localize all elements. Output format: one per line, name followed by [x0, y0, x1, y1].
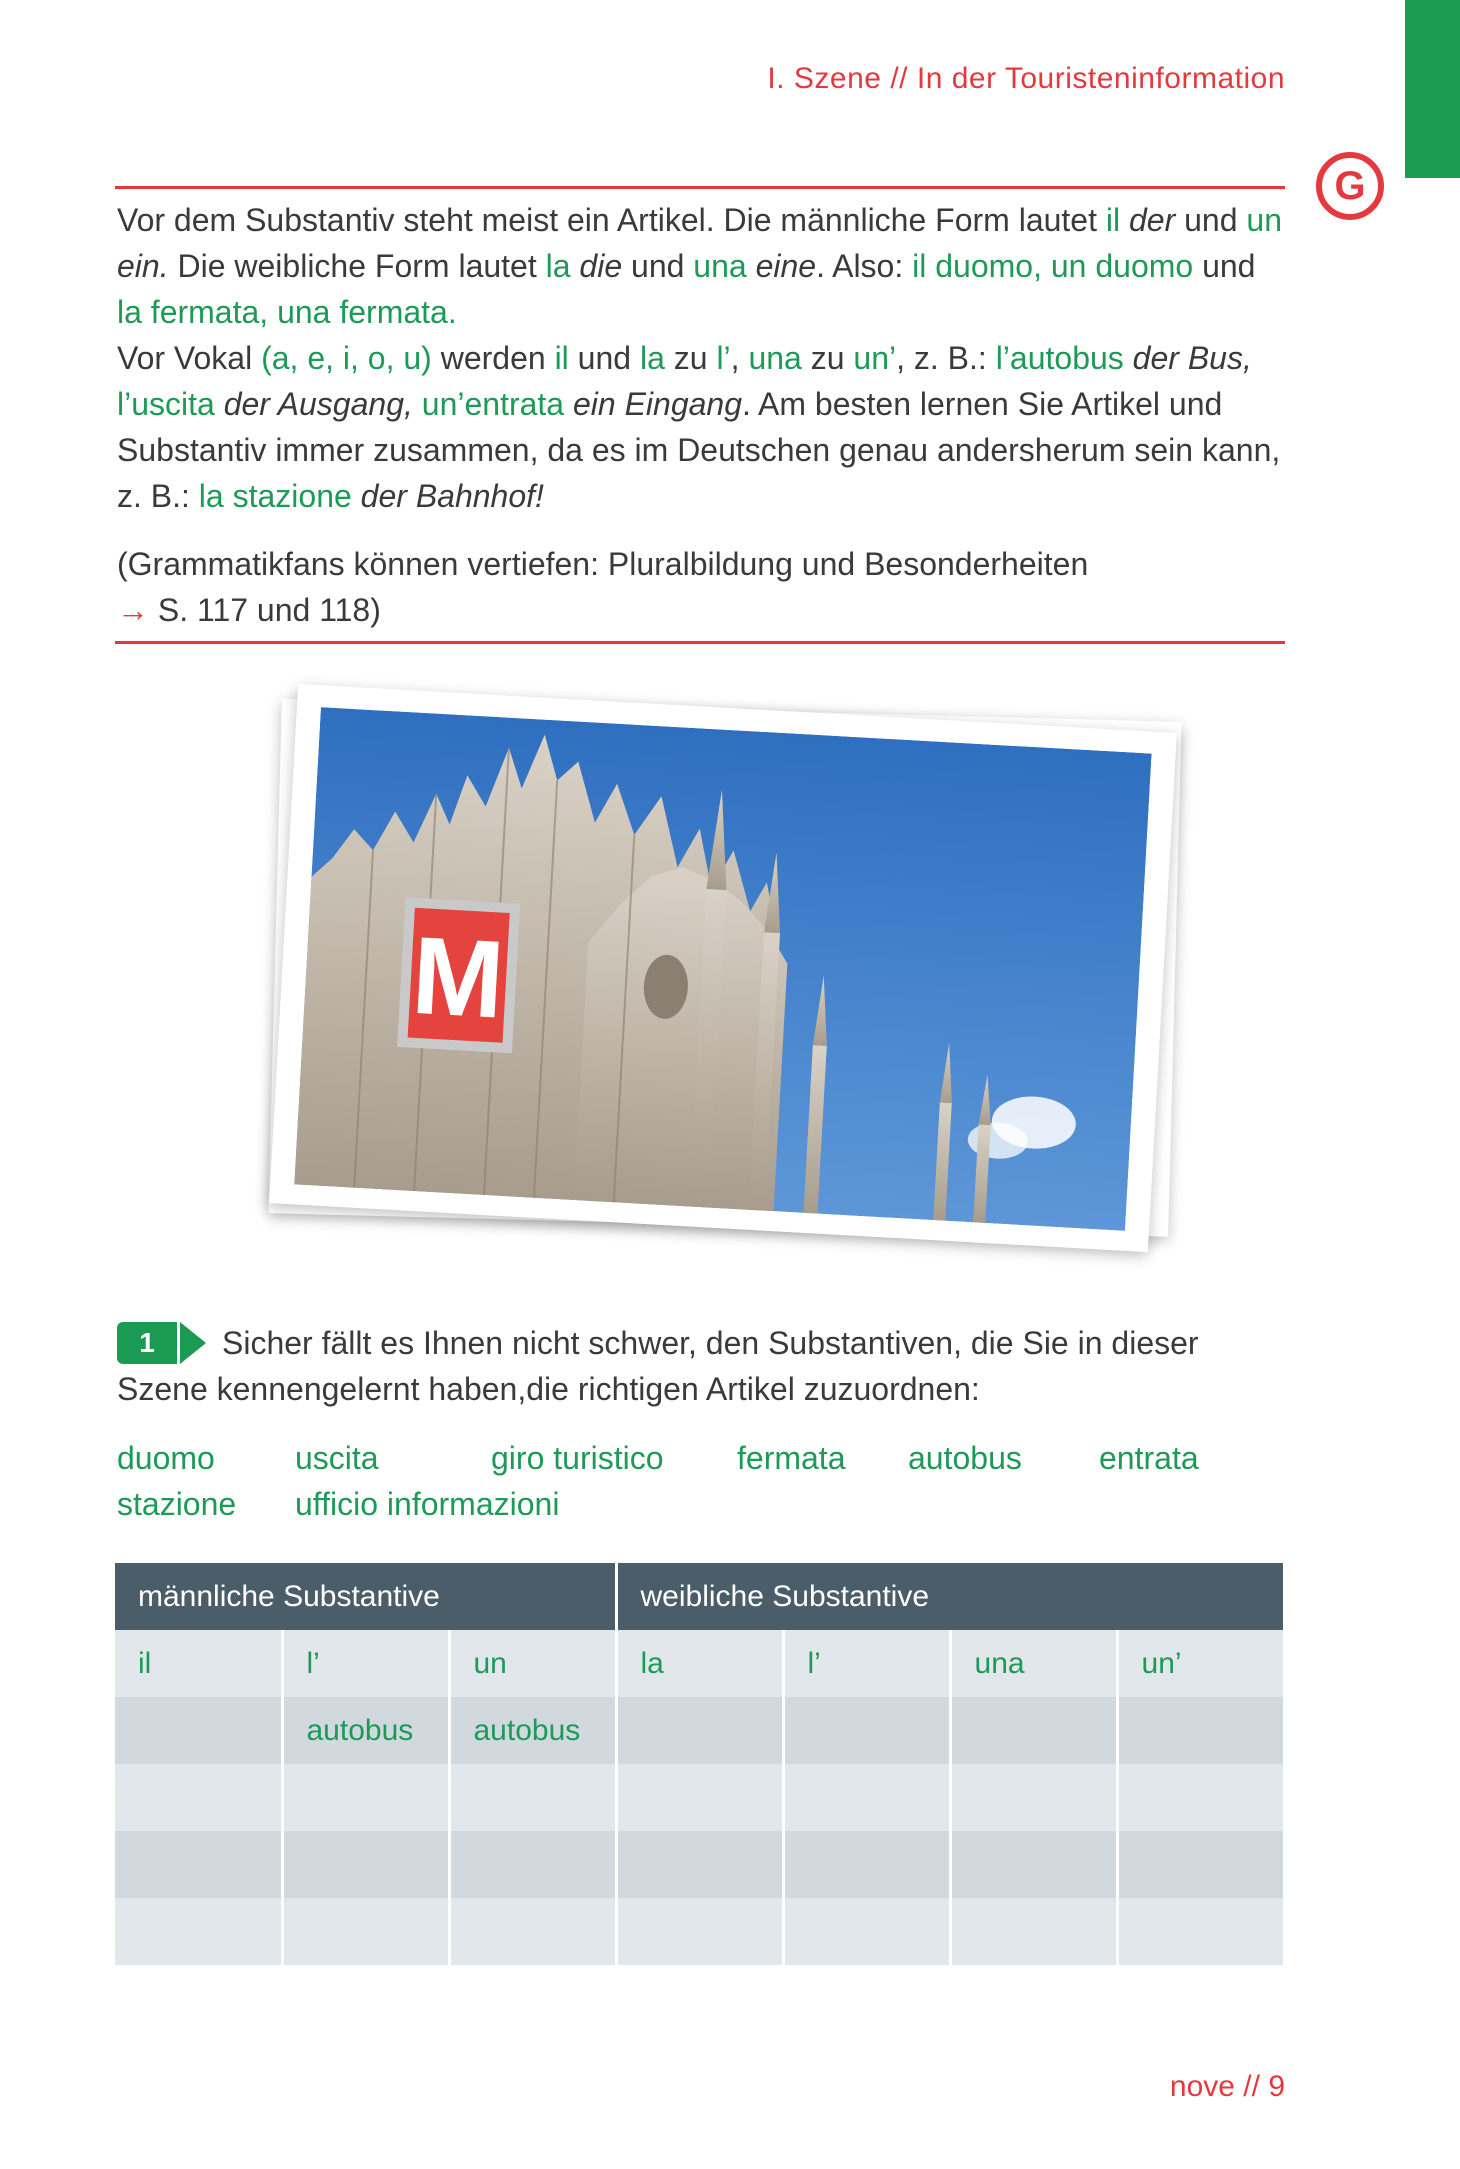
word-fermata: fermata: [737, 1440, 846, 1476]
table-cell[interactable]: [950, 1697, 1117, 1764]
grammar-text-segment: der Bus,: [1132, 340, 1252, 376]
grammar-text-segment: ,: [730, 340, 749, 376]
grammar-text-segment: un’: [853, 340, 897, 376]
grammar-text-segment: [1124, 340, 1133, 376]
exercise-number-badge: 1: [117, 1322, 177, 1364]
table-cell[interactable]: [449, 1898, 616, 1965]
table-cell[interactable]: [783, 1764, 950, 1831]
grammar-text-segment: zu: [664, 340, 717, 376]
article-cell: un’: [1117, 1630, 1283, 1697]
grammar-text-segment: und: [622, 248, 694, 284]
grammar-text-segment: la fermata, una fermata.: [117, 294, 457, 330]
table-cell[interactable]: [783, 1898, 950, 1965]
table-cell[interactable]: [1117, 1764, 1283, 1831]
grammar-text-segment: l’uscita: [117, 386, 215, 422]
page-number-digit: 9: [1268, 2070, 1285, 2103]
article-cell: l’: [282, 1630, 449, 1697]
grammar-text-segment: la: [545, 248, 571, 284]
grammar-paragraph-2: [117, 335, 1287, 519]
grammar-text-segment: eine: [755, 248, 817, 284]
table-cell[interactable]: [616, 1764, 783, 1831]
grammar-text-segment: [352, 478, 361, 514]
grammar-text-segment: der: [1128, 202, 1176, 238]
grammar-text-segment: der Ausgang,: [223, 386, 413, 422]
table-cell[interactable]: [950, 1831, 1117, 1898]
word-ufficio-informazioni: ufficio informazioni: [295, 1486, 560, 1522]
grammar-text-segment: die: [579, 248, 623, 284]
table-cell[interactable]: [115, 1831, 282, 1898]
table-cell[interactable]: autobus: [449, 1697, 616, 1764]
grammar-text-segment: l’autobus: [995, 340, 1124, 376]
header-scene: I. Szene: [767, 62, 882, 95]
grammar-note: [117, 541, 1287, 633]
grammar-text-segment: zu: [801, 340, 854, 376]
table-articles-row: [115, 1630, 1283, 1697]
table-cell[interactable]: [449, 1764, 616, 1831]
grammar-text-segment: Vor dem Substantiv steht meist ein Artikel. Die männliche Form lautet: [117, 202, 1106, 238]
grammar-text-segment: ein Eingang: [572, 386, 743, 422]
grammar-text-segment: und: [1175, 202, 1247, 238]
photo-milan-duomo: [255, 690, 1195, 1250]
grammar-text-segment: , z. B.:: [896, 340, 996, 376]
table-cell[interactable]: [449, 1831, 616, 1898]
grammar-text-segment: . Also:: [816, 248, 913, 284]
header-female-nouns: weibliche Substantive: [616, 1563, 1283, 1630]
grammar-text-segment: [215, 386, 224, 422]
metro-sign-icon: [397, 897, 520, 1053]
table-cell[interactable]: [616, 1831, 783, 1898]
grammar-text-segment: la stazione: [198, 478, 352, 514]
table-cell[interactable]: [1117, 1898, 1283, 1965]
header-separator: //: [890, 62, 909, 95]
grammar-box: [117, 197, 1287, 633]
grammar-text-segment: und: [568, 340, 640, 376]
article-cell: una: [950, 1630, 1117, 1697]
photo-front-card: [269, 684, 1177, 1252]
article-cell: l’: [783, 1630, 950, 1697]
header-title: In der Touristeninformation: [916, 62, 1285, 95]
table-cell[interactable]: [783, 1697, 950, 1764]
table-row: [115, 1764, 1283, 1831]
table-cell[interactable]: [115, 1697, 282, 1764]
table-cell[interactable]: [950, 1898, 1117, 1965]
table-row: [115, 1697, 1283, 1764]
page-number: [1170, 2070, 1285, 2104]
grammar-note-line2: S. 117 und 118): [149, 592, 381, 628]
word-entrata: entrata: [1099, 1440, 1199, 1476]
grammar-text-segment: un’entrata: [421, 386, 565, 422]
article-cell: un: [449, 1630, 616, 1697]
grammar-text-segment: [564, 386, 573, 422]
article-cell: la: [616, 1630, 783, 1697]
grammar-text-segment: werden: [431, 340, 555, 376]
grammar-text-segment: il: [554, 340, 569, 376]
arrow-right-icon: →: [117, 592, 149, 628]
grammar-text-segment: l’: [716, 340, 731, 376]
grammar-g-icon: G: [1316, 152, 1384, 220]
grammar-text-segment: [747, 248, 756, 284]
table-cell[interactable]: [1117, 1831, 1283, 1898]
grammar-text-segment: il duomo, un duomo: [912, 248, 1194, 284]
metro-sign-letter: M: [408, 913, 508, 1042]
grammar-text-segment: la: [639, 340, 665, 376]
table-row: [115, 1898, 1283, 1965]
grammar-text-segment: una: [748, 340, 802, 376]
grammar-text-segment: der Bahnhof!: [360, 478, 544, 514]
article-table: [115, 1563, 1283, 1965]
page-number-separator: //: [1243, 2070, 1260, 2103]
table-cell[interactable]: [1117, 1697, 1283, 1764]
table-cell[interactable]: [282, 1764, 449, 1831]
table-cell[interactable]: [950, 1764, 1117, 1831]
grammar-text-segment: una: [693, 248, 747, 284]
grammar-note-line1: (Grammatikfans können vertiefen: Pluralbildung und Besonderheiten: [117, 546, 1089, 582]
grammar-text-segment: il: [1105, 202, 1121, 238]
running-header: [767, 62, 1285, 96]
word-uscita: uscita: [295, 1440, 379, 1476]
article-cell: il: [115, 1630, 282, 1697]
table-cell[interactable]: [616, 1898, 783, 1965]
grammar-text-segment: [1120, 202, 1129, 238]
grammar-text-segment: . Am besten lernen Sie Artikel und Substantiv immer zusammen, da es im Deutschen genau andersherum sein kann, z. B.:: [117, 386, 1281, 514]
grammar-text-segment: ein.: [117, 248, 169, 284]
table-header-row: [115, 1563, 1283, 1630]
word-autobus: autobus: [908, 1440, 1022, 1476]
page-number-word: nove: [1169, 2070, 1235, 2103]
grammar-text-segment: und: [1193, 248, 1256, 284]
duomo-photo-image: [294, 707, 1151, 1231]
header-male-nouns: männliche Substantive: [115, 1563, 616, 1630]
grammar-text-segment: [413, 386, 422, 422]
table-cell[interactable]: [616, 1697, 783, 1764]
word-stazione: stazione: [117, 1486, 237, 1522]
table-row: [115, 1831, 1283, 1898]
grammar-text-segment: Vor Vokal: [117, 340, 262, 376]
table-cell[interactable]: [783, 1831, 950, 1898]
grammar-box-top-rule: [115, 186, 1285, 189]
grammar-text-segment: (a, e, i, o, u): [261, 340, 432, 376]
table-cell[interactable]: [282, 1831, 449, 1898]
table-cell[interactable]: autobus: [282, 1697, 449, 1764]
table-cell[interactable]: [282, 1898, 449, 1965]
word-giro-turistico: giro turistico: [491, 1440, 664, 1476]
grammar-text-segment: Die weibliche Form lautet: [168, 248, 546, 284]
grammar-text-segment: un: [1246, 202, 1282, 238]
green-chapter-tab: [1405, 0, 1460, 178]
table-cell[interactable]: [115, 1898, 282, 1965]
grammar-box-bottom-rule: [115, 641, 1285, 644]
word-duomo: duomo: [117, 1440, 215, 1476]
grammar-paragraph-1: [117, 197, 1287, 335]
table-cell[interactable]: [115, 1764, 282, 1831]
exercise-instruction: Sicher fällt es Ihnen nicht schwer, den Substantiven, die Sie in dieser Szene kennengelernt haben,die richtigen Artikel zuzuordnen:: [117, 1325, 1199, 1407]
